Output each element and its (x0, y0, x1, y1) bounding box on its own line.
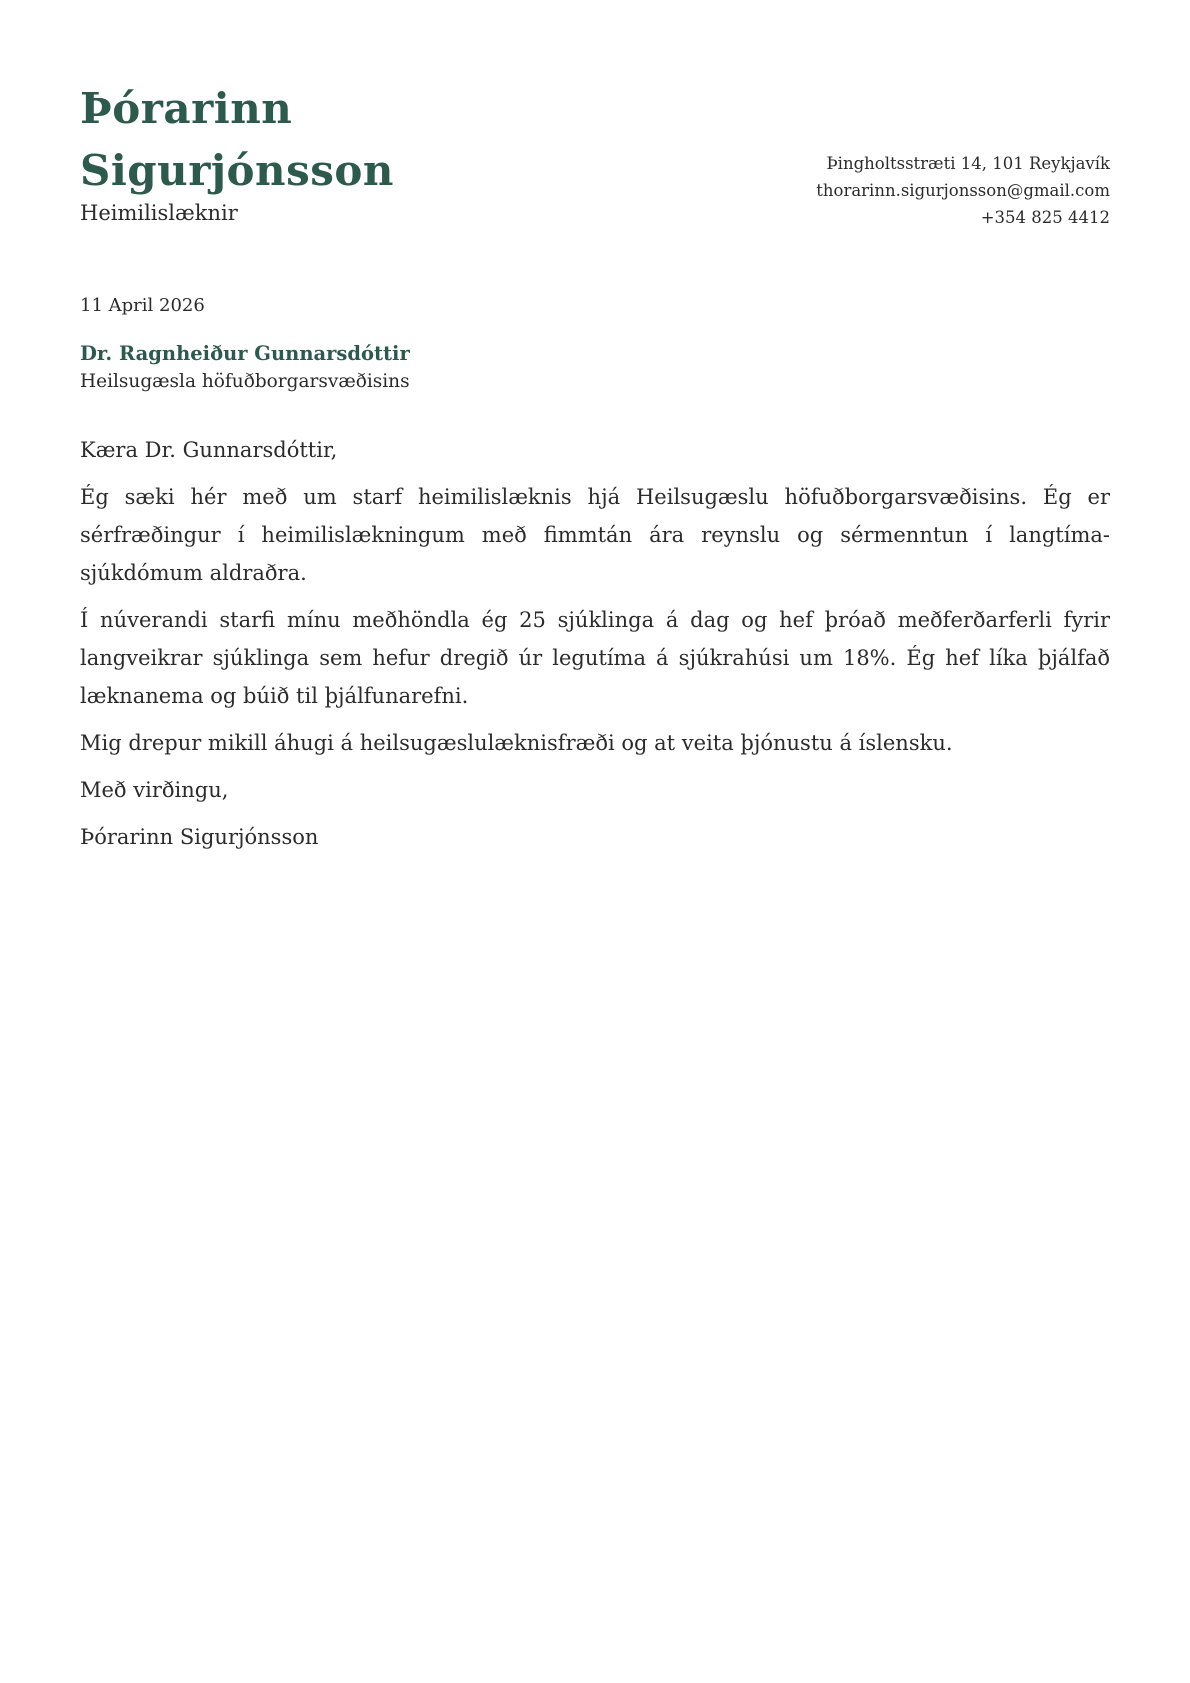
recipient-name: Dr. Ragnheiður Gunnarsdóttir (80, 342, 410, 365)
sender-phone: +354 825 4412 (980, 208, 1110, 227)
sender-last-name: Sigurjónsson (80, 146, 394, 195)
sender-first-name: Þórarinn (80, 84, 293, 133)
sender-name (80, 78, 394, 202)
sender-address: Þingholtsstræti 14, 101 Reykjavík (826, 154, 1110, 173)
body-paragraph: Ég sæki hér með um starf heimilislæknis hjá Heilsugæslu höfuðborgarsvæðisins. Ég er sérfræðingur í heimilislækningum með fimmtán ára reynslu og sérmenntun í langtímasjúkdómum aldraðra. (80, 485, 1110, 585)
body-paragraph: Mig drepur mikill áhugi á heilsugæslulæknisfræði og at veita þjónustu á íslensku. (80, 731, 953, 755)
sender-email: thorarinn.sigurjonsson@gmail.com (816, 181, 1110, 200)
salutation: Kæra Dr. Gunnarsdóttir, (80, 438, 338, 462)
signature: Þórarinn Sigurjónsson (80, 825, 319, 849)
sender-job-title: Heimilislæknir (80, 201, 238, 225)
closing: Með virðingu, (80, 778, 229, 802)
recipient-organization: Heilsugæsla höfuðborgarsvæðisins (80, 371, 410, 392)
contact-block (816, 150, 1110, 231)
letter-date: 11 April 2026 (80, 295, 205, 316)
body-paragraph: Í núverandi starfi mínu meðhöndla ég 25 sjúklinga á dag og hef þróað meðferðarferli fyrir langveikrar sjúklinga sem hefur dregið úr legutíma á sjúkrahúsi um 18%. Ég hef líka þjálfað læknanema og búið til þjálfunarefni. (80, 608, 1110, 708)
letter-body (80, 431, 1110, 865)
